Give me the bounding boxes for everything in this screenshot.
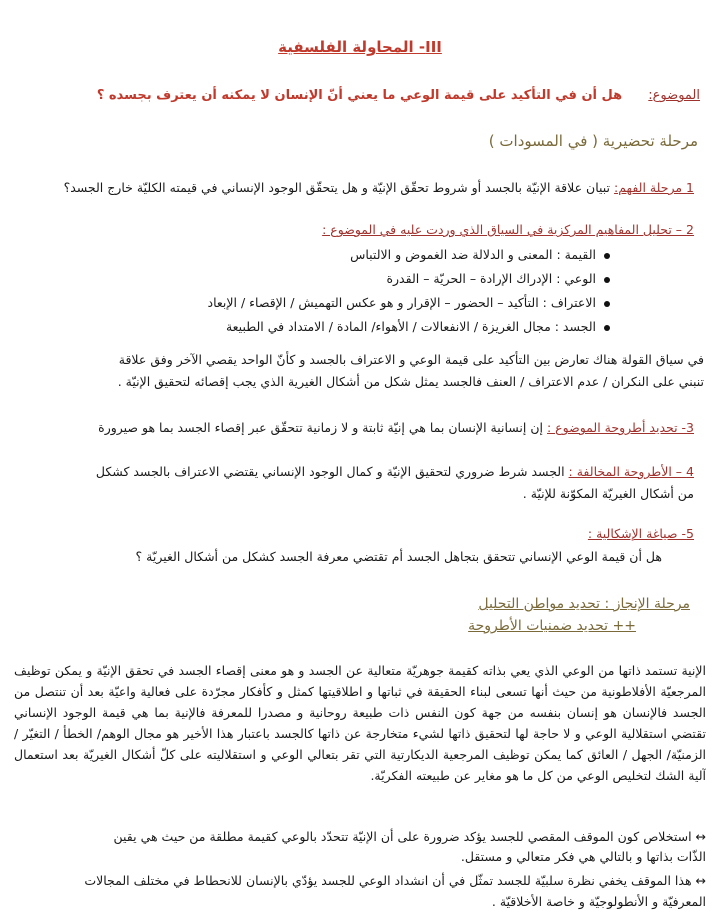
context-line-1: في سياق القولة هناك تعارض بين التأكيد على قيمة الوعي و الاعتراف بالجسد و كأنّ الواحد يقصي الآخر وفق علاقة bbox=[118, 352, 704, 367]
section-1-text: تبيان علاقة الإنيّة بالجسد أو شروط تحقّق الإنيّة و هل يتحقّق الوجود الإنساني في قيمته الكليّة خارج الجسد؟ bbox=[63, 180, 611, 195]
section-5-text: هل أن قيمة الوعي الإنساني تتحقق بتجاهل الجسد أم تقتضي معرفة الجسد كشكل من أشكال الغيريّة ؟ bbox=[135, 549, 662, 564]
section-1 bbox=[64, 180, 694, 195]
section-4-label: 4 – الأطروحة المخالفة : bbox=[568, 464, 694, 479]
conclusion-2-line-1: ↔ هذا الموقف يخفي نظرة سلبيّة للجسد تمثّل في أن انشداد الوعي للجسد يؤدّي بالإنسان للانحطاط في مختلف المجالات bbox=[84, 873, 706, 888]
concept-item: الجسد : مجال الغريزة / الانفعالات / الأهواء/ المادة / الامتداد في الطبيعة bbox=[226, 319, 610, 334]
section-5-label: 5- صياغة الإشكالية : bbox=[587, 526, 694, 541]
bullet-icon bbox=[604, 325, 610, 331]
conclusion-1-line-2: الذّات بذاتها و بالتالي هي فكر متعالي و مستقل. bbox=[460, 849, 706, 864]
section-3 bbox=[98, 420, 694, 435]
section-2-label: 2 – تحليل المفاهيم المركزية في السياق الذي وردت عليه في الموضوع : bbox=[322, 222, 694, 237]
section-3-text: إن إنسانية الإنسان بما هي إنيّة ثابتة و لا زمانية تتحقّق عبر إقصاء الجسد بما هو صيرورة bbox=[98, 420, 544, 435]
concept-item: القيمة : المعنى و الدلالة ضد الغموض و الالتباس bbox=[350, 247, 610, 262]
subject-line bbox=[97, 88, 700, 103]
execution-heading: مرحلة الإنجاز : تحديد مواطن التحليل bbox=[478, 596, 690, 612]
page-title: III- المحاولة الفلسفية bbox=[278, 38, 442, 56]
prep-stage-heading: مرحلة تحضيرية ( في المسودات ) bbox=[488, 132, 698, 150]
analysis-paragraph: الإنية تستمد ذاتها من الوعي الذي يعي بذاته كقيمة جوهريّة متعالية عن الجسد و هو معنى إقصاء الجسد في تحقق الإنيّة و يمكن توظيف المرجعيّة الأفلاطونية من حيث أنها تسعى لبناء الحقيقة في ثباتها و اطلاقيتها كمثل و كأفكار مجرّدة على فعالية واعيّة بعد أن تنتصل من الجسد فالإنسان هو إنسان بنفسه من جهة كون النفس ذات طبيعة روحانية و مصدرا للمعرفة فالإنية بما هي قيمة الوجود الإنساني تقتضي استقلالية الوعي و لا حاجة لها لتحقيق ذاتها لشيء متخارجة عن ذاتها كالجسد باعتبار هذا الأخير هو مجال الوهم/ الخطأ / التغيّر / الزمنيّة/ الجهل / العائق كما يمكن توظيف المرجعية الديكارتية التي تقر بتعالي الوعي و استقلاليته على كلّ أشكال الغيريّة بعد استعمال آلية الشك لتخليص الوعي من كل ما هو مغاير عن طبيعته الفكريّة. bbox=[14, 663, 706, 783]
subject-label: الموضوع: bbox=[648, 88, 700, 103]
section-4-line-1: الجسد شرط ضروري لتحقيق الإنيّة و كمال الوجود الإنساني يقتضي الاعتراف بالجسد كشكل bbox=[95, 464, 565, 479]
concept-item: الوعي : الإدراك الإرادة – الحريّة – القدرة bbox=[386, 271, 610, 286]
subject-question: هل أن في التأكيد على قيمة الوعي ما يعني أنّ الإنسان لا يمكنه أن يعترف بجسده ؟ bbox=[96, 88, 623, 103]
concept-item: الاعتراف : التأكيد – الحضور – الإقرار و هو عكس التهميش / الإقصاء / الإبعاد bbox=[208, 295, 610, 310]
context-line-2: تنبني على النكران / عدم الاعتراف / العنف فالجسد يمثل شكل من أشكال الغيرية الذي يجب إقصائه لتحقيق الإنيّة . bbox=[117, 374, 704, 389]
section-1-label: 1 مرحلة الفهم: bbox=[614, 180, 694, 195]
section-4 bbox=[96, 464, 694, 479]
conclusion-2-line-2: المعرفيّة و الأنطولوجيّة و خاصة الأخلاقيّة . bbox=[491, 894, 706, 909]
bullet-icon bbox=[604, 253, 610, 259]
section-3-label: 3- تحديد أطروحة الموضوع : bbox=[547, 420, 694, 435]
execution-subheading: ++ تحديد ضمنيات الأطروحة bbox=[468, 618, 636, 634]
section-4-line-2: من أشكال الغيريّة المكوّنة للإنيّة . bbox=[522, 486, 694, 501]
bullet-icon bbox=[604, 301, 610, 307]
bullet-icon bbox=[604, 277, 610, 283]
conclusion-1-line-1: ↔ استخلاص كون الموقف المقصي للجسد يؤكد ضرورة على أن الإنيّة تتحدّد بالوعي كقيمة مطلقة من حيث هي يقين bbox=[113, 829, 706, 844]
